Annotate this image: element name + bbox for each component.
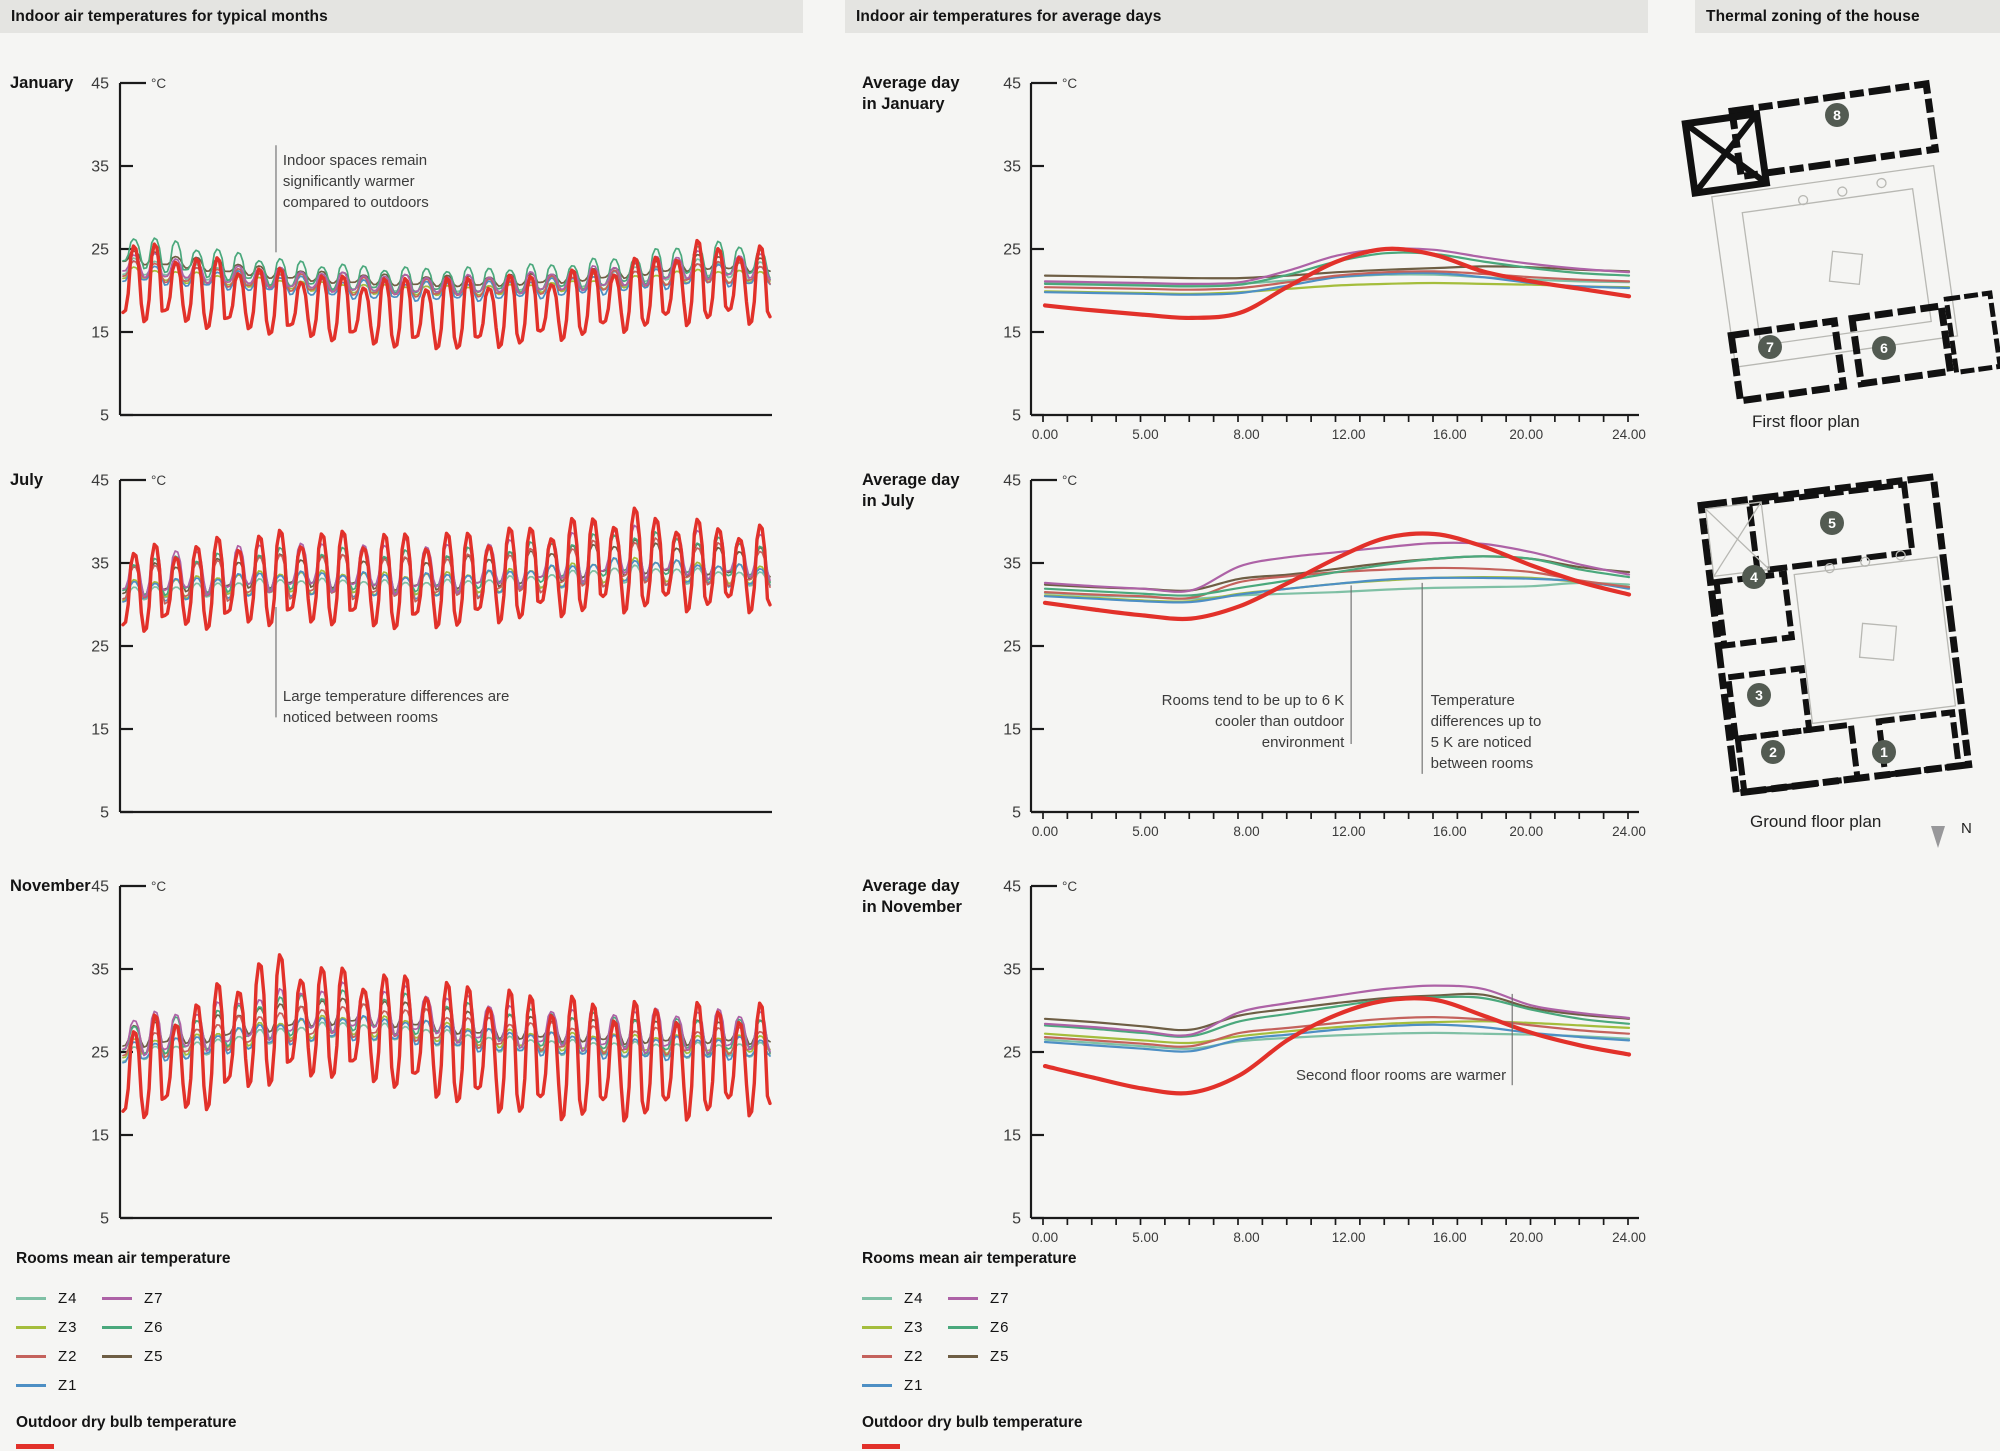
legend-item-z1 [862, 1371, 948, 1400]
svg-text:3: 3 [1755, 686, 1763, 703]
section-header-typical-months: Indoor air temperatures for typical months [0, 0, 803, 33]
axis [1031, 480, 1639, 812]
z2-swatch-icon [862, 1355, 892, 1358]
legend-item-z4 [16, 1284, 102, 1313]
y-tick-label: 15 [1003, 1127, 1021, 1145]
stairwell-cross-icon [1706, 502, 1770, 576]
y-tick-label: 5 [1012, 407, 1021, 425]
chart-label-line2: in January [862, 95, 945, 113]
z5-swatch-icon [102, 1355, 132, 1358]
svg-text:5: 5 [1828, 514, 1836, 531]
zone-badge-6 [1872, 336, 1896, 360]
zone-badge-5 [1820, 511, 1844, 535]
y-tick-label: 35 [91, 961, 109, 979]
x-tick-label: 16.00 [1432, 824, 1467, 839]
y-tick-label: 15 [1003, 721, 1021, 739]
y-tick-label: 25 [1003, 638, 1021, 656]
series-line-Z1 [1045, 578, 1629, 603]
axis [1031, 83, 1639, 415]
y-axis-unit: °C [1062, 879, 1078, 894]
zone-badge-8 [1825, 103, 1849, 127]
chart-typical-november [0, 843, 800, 1253]
legend-typical [16, 1250, 436, 1451]
courtyard-outline [1793, 547, 1955, 724]
legend-item-label: Z6 [144, 1319, 164, 1336]
y-tick-label: 35 [1003, 961, 1021, 979]
x-tick-label: 8.00 [1233, 824, 1260, 839]
north-arrow-icon [1925, 820, 1961, 854]
legend-item-z4 [862, 1284, 948, 1313]
series-line-Z6 [1045, 556, 1629, 595]
annotation-text: Large temperature differences are noticed between rooms [282, 687, 510, 726]
z7-swatch-icon [102, 1297, 132, 1300]
chart-label-line1: Average day [862, 877, 960, 895]
y-tick-label: 15 [91, 721, 109, 739]
annotation-text: Second floor rooms are warmer [1296, 1067, 1507, 1085]
legend-item-label: Z4 [904, 1290, 924, 1307]
ground-floor-caption: Ground floor plan [1750, 812, 1882, 831]
svg-text:4: 4 [1750, 568, 1758, 585]
chart-average-july [860, 437, 1660, 847]
y-tick-label: 25 [91, 241, 109, 259]
zone-badge-1 [1872, 740, 1896, 764]
ground-floor-plan [1690, 468, 2000, 868]
axis [120, 480, 772, 812]
y-tick-label: 45 [91, 878, 109, 896]
y-tick-label: 25 [91, 638, 109, 656]
z2-swatch-icon [16, 1355, 46, 1358]
y-axis-unit: °C [151, 879, 167, 894]
chart-label-line2: in July [862, 492, 915, 510]
z1-swatch-icon [862, 1384, 892, 1387]
chart-label-july: July [10, 471, 44, 489]
legend-item-label: Z7 [144, 1290, 164, 1307]
z6-swatch-icon [102, 1326, 132, 1329]
chart-label-january: January [10, 74, 74, 92]
legend-outdoor-title: Outdoor dry bulb temperature [16, 1414, 237, 1431]
legend-item-label: Z3 [904, 1319, 924, 1336]
svg-text:7: 7 [1766, 338, 1774, 355]
axis [120, 886, 772, 1218]
z4-swatch-icon [16, 1297, 46, 1300]
chart-typical-january [0, 40, 800, 450]
chart-label-november: November [10, 877, 91, 895]
z1-swatch-icon [16, 1384, 46, 1387]
y-tick-label: 5 [1012, 1210, 1021, 1228]
x-tick-label: 16.00 [1432, 427, 1467, 442]
legend-item-label: Z5 [144, 1348, 164, 1365]
legend-item-z3 [16, 1313, 102, 1342]
chart-label-line2: in November [862, 898, 962, 916]
x-tick-label: 8.00 [1233, 427, 1260, 442]
z6-swatch-icon [948, 1326, 978, 1329]
chart-typical-july [0, 437, 800, 847]
legend-title: Rooms mean air temperature [862, 1250, 1077, 1267]
north-label: N [1961, 820, 1972, 837]
legend-item-z5 [102, 1342, 164, 1371]
y-tick-label: 15 [91, 324, 109, 342]
annotation-text: Temperature differences up to 5 K are noticed between rooms [1430, 691, 1542, 772]
chart-label-line1: Average day [862, 471, 960, 489]
stairwell-cross-icon [1685, 114, 1766, 193]
legend-item-z5 [948, 1342, 1010, 1371]
svg-text:1: 1 [1880, 743, 1888, 760]
annotation-text: Indoor spaces remain significantly warmer compared to outdoors [282, 152, 429, 212]
y-tick-label: 35 [91, 158, 109, 176]
series-line-outdoor [123, 508, 770, 631]
y-tick-label: 5 [100, 407, 109, 425]
x-tick-label: 20.00 [1509, 427, 1544, 442]
chart-label-line1: Average day [862, 74, 960, 92]
outdoor-swatch-icon [16, 1444, 54, 1449]
y-tick-label: 5 [100, 1210, 109, 1228]
section-header-average-days: Indoor air temperatures for average days [845, 0, 1648, 33]
zone-badge-7 [1758, 335, 1782, 359]
x-tick-label: 20.00 [1509, 824, 1544, 839]
z5-swatch-icon [948, 1355, 978, 1358]
chart-average-november [860, 843, 1660, 1253]
x-tick-label: 20.00 [1509, 1230, 1544, 1245]
chart-average-january [860, 40, 1660, 450]
z7-swatch-icon [948, 1297, 978, 1300]
z4-swatch-icon [862, 1297, 892, 1300]
legend-item-z2 [16, 1342, 102, 1371]
y-tick-label: 45 [91, 75, 109, 93]
legend-item-label: Z5 [990, 1348, 1010, 1365]
y-tick-label: 25 [1003, 1044, 1021, 1062]
z3-swatch-icon [16, 1326, 46, 1329]
zone-badge-2 [1761, 740, 1785, 764]
legend-item-label: Z1 [58, 1377, 78, 1394]
legend-item-label: Z6 [990, 1319, 1010, 1336]
first-floor-caption: First floor plan [1752, 412, 1860, 431]
legend-item-z6 [948, 1313, 1010, 1342]
y-tick-label: 35 [91, 555, 109, 573]
legend-outdoor-title: Outdoor dry bulb temperature [862, 1414, 1083, 1431]
legend-item-label: Z1 [904, 1377, 924, 1394]
y-tick-label: 5 [100, 804, 109, 822]
y-tick-label: 5 [1012, 804, 1021, 822]
y-tick-label: 25 [91, 1044, 109, 1062]
y-axis-unit: °C [151, 473, 167, 488]
legend-item-z2 [862, 1342, 948, 1371]
outdoor-swatch-icon [862, 1444, 900, 1449]
legend-item-label: Z2 [58, 1348, 78, 1365]
x-tick-label: 12.00 [1331, 824, 1366, 839]
y-tick-label: 45 [1003, 878, 1021, 896]
x-tick-label: 8.00 [1233, 1230, 1260, 1245]
legend-item-label: Z7 [990, 1290, 1010, 1307]
y-tick-label: 25 [1003, 241, 1021, 259]
legend-item-z1 [16, 1371, 102, 1400]
y-tick-label: 35 [1003, 158, 1021, 176]
y-tick-label: 45 [91, 472, 109, 490]
y-tick-label: 45 [1003, 472, 1021, 490]
x-tick-label: 0.00 [1031, 824, 1059, 839]
north-indicator [1925, 820, 1972, 859]
z3-swatch-icon [862, 1326, 892, 1329]
zone-badge-3 [1747, 683, 1771, 707]
legend-item-z3 [862, 1313, 948, 1342]
y-axis-unit: °C [151, 76, 167, 91]
svg-text:8: 8 [1833, 106, 1841, 123]
y-tick-label: 35 [1003, 555, 1021, 573]
zone-badge-4 [1742, 565, 1766, 589]
x-tick-label: 5.00 [1132, 427, 1159, 442]
legend-average [862, 1250, 1282, 1451]
legend-item-z6 [102, 1313, 164, 1342]
axis [1031, 886, 1639, 1218]
first-floor-plan [1690, 58, 2000, 438]
legend-title: Rooms mean air temperature [16, 1250, 231, 1267]
legend-item-z7 [102, 1284, 164, 1313]
series-line-outdoor [1045, 533, 1629, 618]
x-tick-label: 5.00 [1132, 824, 1159, 839]
svg-text:2: 2 [1769, 743, 1777, 760]
x-tick-label: 24.00 [1612, 427, 1646, 442]
y-axis-unit: °C [1062, 76, 1078, 91]
y-tick-label: 15 [91, 1127, 109, 1145]
svg-text:6: 6 [1880, 339, 1888, 356]
x-tick-label: 0.00 [1031, 427, 1059, 442]
first-floor-walls [1685, 79, 2000, 405]
section-header-thermal-zoning: Thermal zoning of the house [1695, 0, 2000, 33]
x-tick-label: 24.00 [1612, 1230, 1646, 1245]
x-tick-label: 5.00 [1132, 1230, 1159, 1245]
x-tick-label: 12.00 [1331, 1230, 1366, 1245]
y-tick-label: 15 [1003, 324, 1021, 342]
x-tick-label: 12.00 [1331, 427, 1366, 442]
series-line-Z1 [1045, 1025, 1629, 1052]
legend-item-label: Z3 [58, 1319, 78, 1336]
y-tick-label: 45 [1003, 75, 1021, 93]
legend-item-label: Z4 [58, 1290, 78, 1307]
y-axis-unit: °C [1062, 473, 1078, 488]
x-tick-label: 16.00 [1432, 1230, 1467, 1245]
legend-item-label: Z2 [904, 1348, 924, 1365]
x-tick-label: 24.00 [1612, 824, 1646, 839]
annotation-text: Rooms tend to be up to 6 K cooler than outdoor environment [1161, 691, 1345, 751]
x-tick-label: 0.00 [1031, 1230, 1059, 1245]
legend-item-z7 [948, 1284, 1010, 1313]
